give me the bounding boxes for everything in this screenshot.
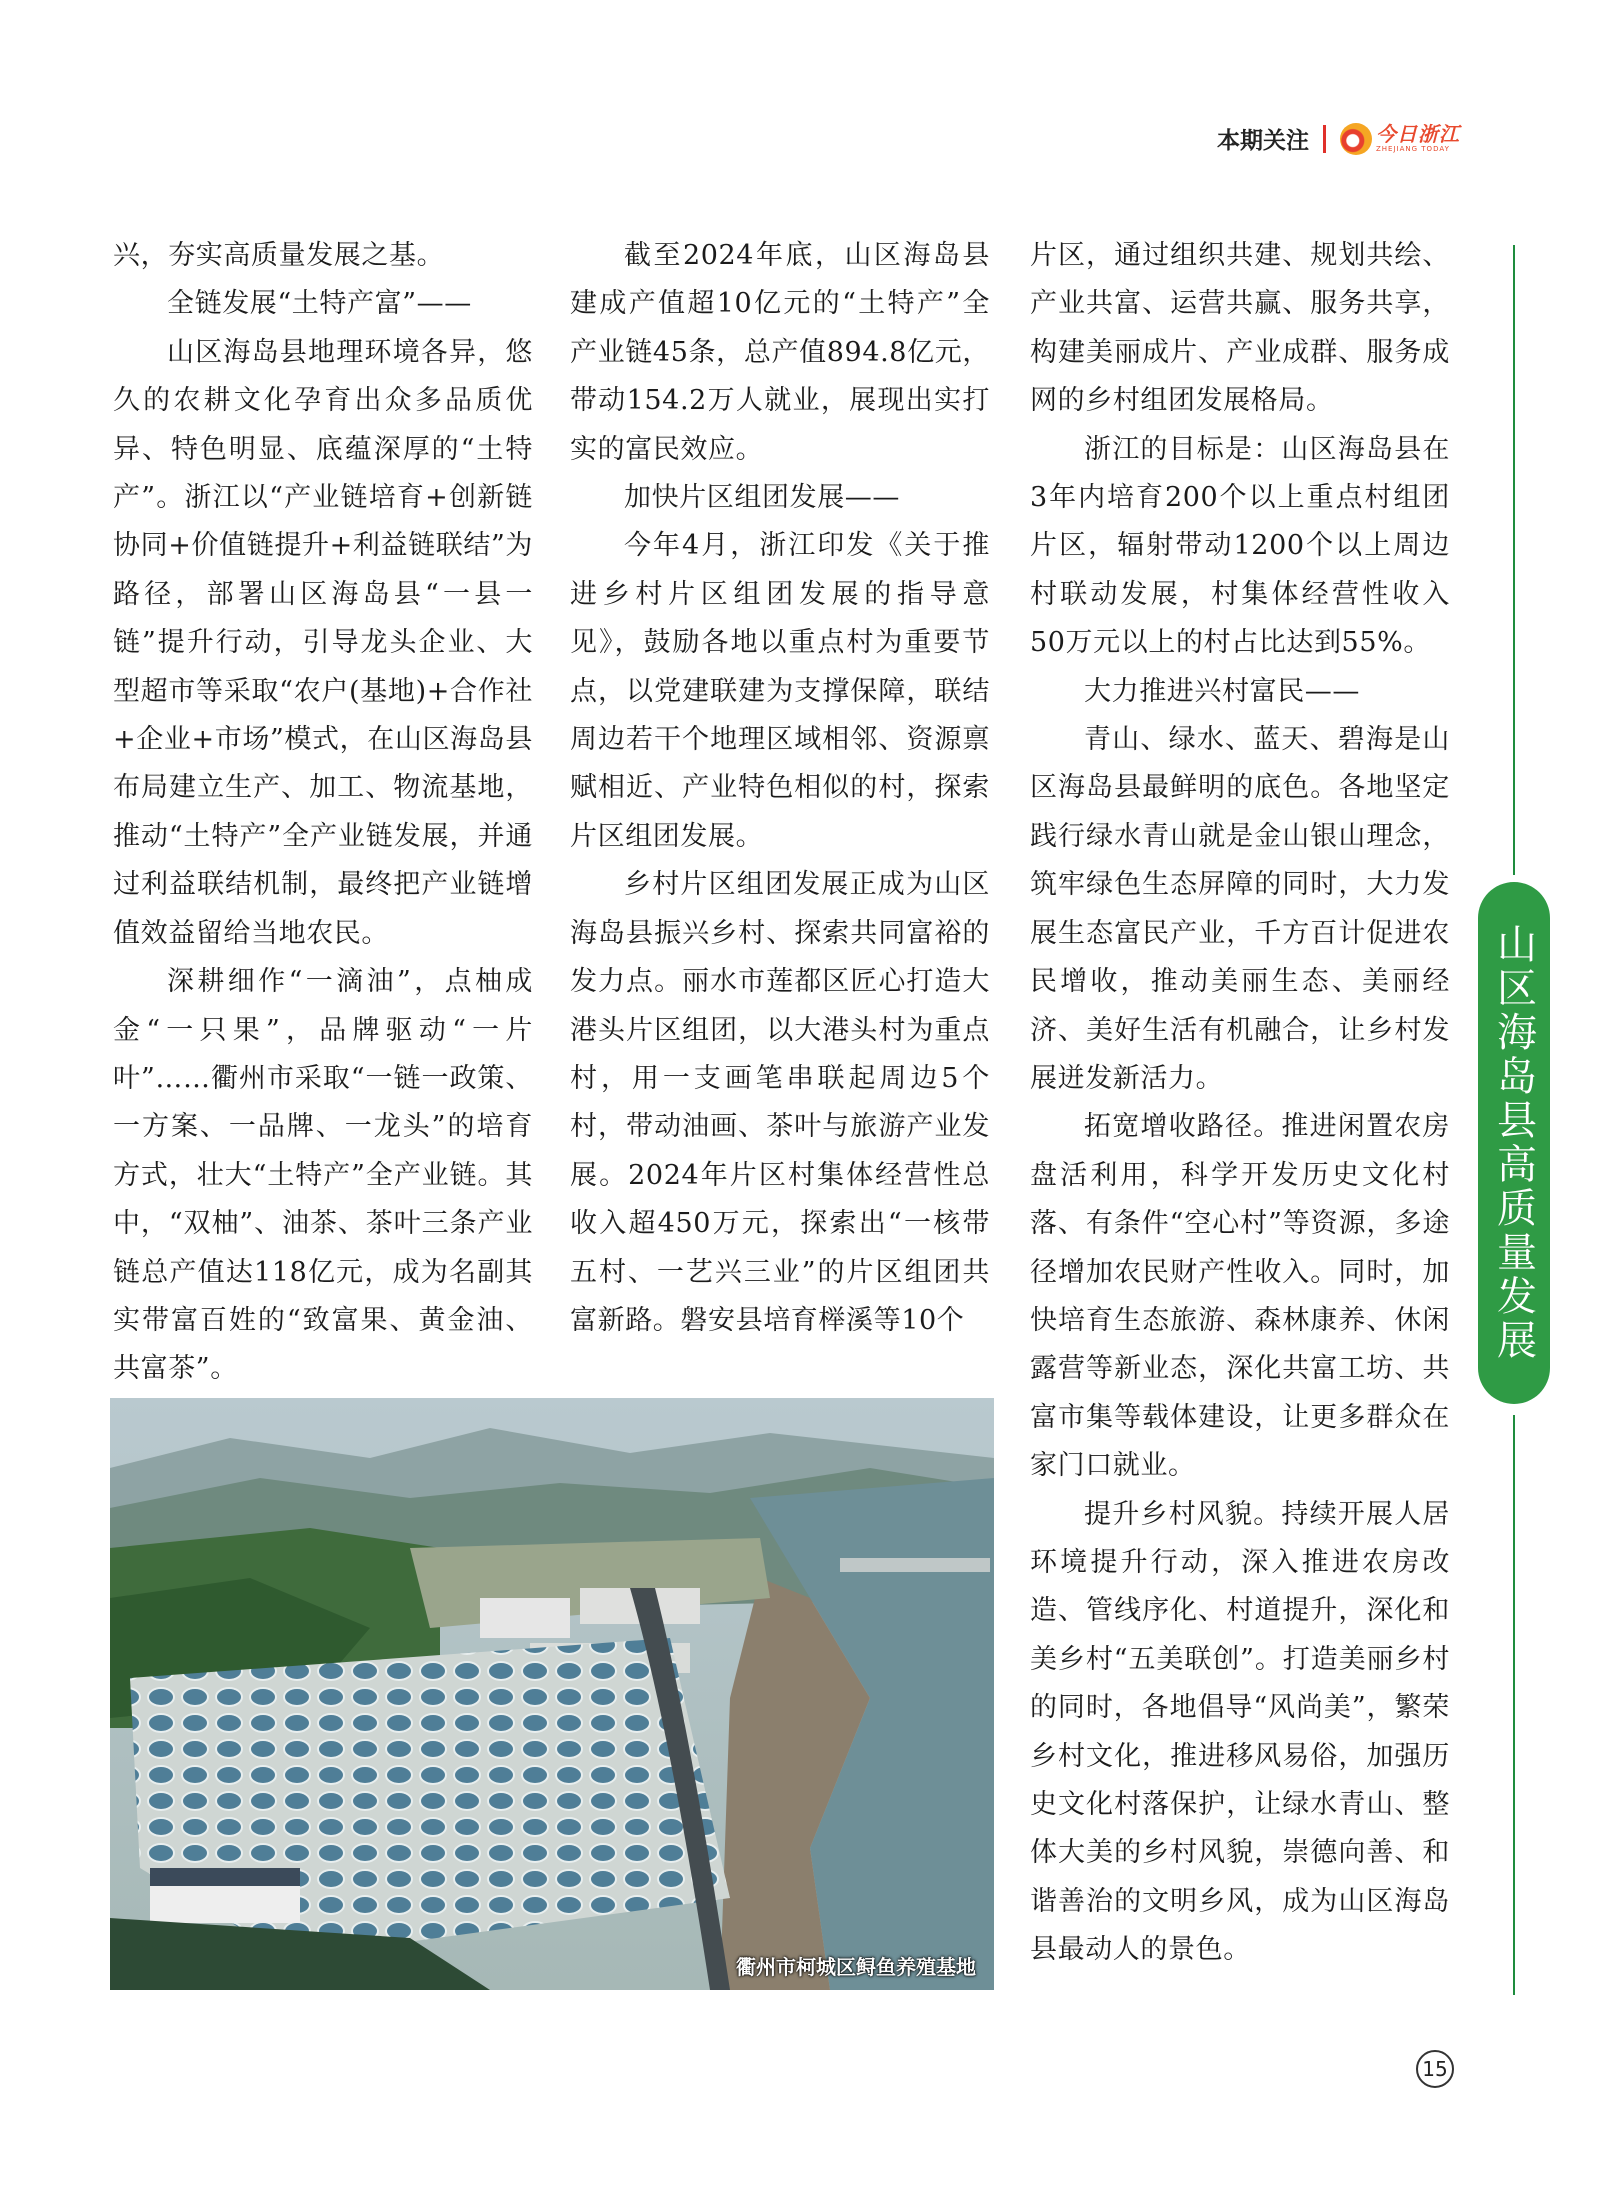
paragraph: 兴，夯实高质量发展之基。 [113,240,445,271]
side-rule [1513,1415,1515,1995]
paragraph: 提升乡村风貌。持续开展人居环境提升行动，深入推进农房改造、管线序化、村道提升，深化和美乡村“五美联创”。打造美丽乡村的同时，各地倡导“风尚美”，繁荣乡村文化，推进移风易俗，加强历史文化村落保护，让绿水青山、整体大美的乡村风貌，崇德向善、和谐善治的文明乡风，成为山区海岛县最动人的景色。 [1030,1498,1450,1966]
subheading: 全链发展“土特产富”—— [167,288,472,320]
page-header [1217,122,1460,155]
side-rule [1513,245,1515,875]
aerial-photo [110,1398,994,1990]
paragraph: 浙江的目标是：山区海岛县在3年内培育200个以上重点村组团片区，辐射带动1200个以上周边村联动发展，村集体经营性收入50万元以上的村占比达到55%。 [1030,433,1450,659]
column-tab [1478,882,1550,1404]
column-tab-title: 山区海岛县高质量发展 [1490,923,1537,1363]
article-column-3 [1030,232,1450,1975]
paragraph: 拓宽增收路径。推进闲置农房盘活利用，科学开发历史文化村落、有条件“空心村”等资源，多途径增加农民财产性收入。同时，加快培育生态旅游、森林康养、休闲露营等新业态，深化共富工坊、共富市集等载体建设，让更多群众在家门口就业。 [1030,1111,1450,1482]
paragraph: 乡村片区组团发展正成为山区海岛县振兴乡村、探索共同富裕的发力点。丽水市莲都区匠心打造大港头片区组团，以大港头村为重点村，用一支画笔串联起周边5个村，带动油画、茶叶与旅游产业发展。2024年片区村集体经营性总收入超450万元，探索出“一核带五村、一艺兴三业”的片区组团共富新路。磐安县培育榉溪等10个 [570,869,990,1336]
subheading: 大力推进兴村富民—— [1084,675,1360,707]
subheading: 加快片区组团发展—— [624,482,900,514]
paragraph: 深耕细作“一滴油”，点柚成金“一只果”，品牌驱动“一片叶”……衢州市采取“一链一政策、一方案、一品牌、一龙头”的培育方式，壮大“土特产”全产业链。其中，“双柚”、油茶、茶叶三条产业链总产值达118亿元，成为名副其实带富百姓的“致富果、黄金油、共富茶”。 [113,966,533,1385]
paragraph: 片区，通过组织共建、规划共绘、产业共富、运营共赢、服务共享，构建美丽成片、产业成群、服务成网的乡村组团发展格局。 [1030,240,1450,417]
section-label: 本期关注 [1217,128,1309,154]
logo-mark-icon [1340,123,1372,155]
page-number: 15 [1416,2050,1454,2088]
paragraph: 今年4月，浙江印发《关于推进乡村片区组团发展的指导意见》，鼓励各地以重点村为重要节点，以党建联建为支撑保障，联结周边若干个地理区域相邻、资源禀赋相近、产业特色相似的村，探索片区组团发展。 [570,530,990,852]
logo-title-cn: 今日浙江 [1376,122,1460,146]
paragraph: 青山、绿水、蓝天、碧海是山区海岛县最鲜明的底色。各地坚定践行绿水青山就是金山银山理念，筑牢绿色生态屏障的同时，大力发展生态富民产业，千方百计促进农民增收，推动美丽生态、美丽经济、美好生活有机融合，让乡村发展迸发新活力。 [1030,724,1450,1094]
photo-caption: 衢州市柯城区鲟鱼养殖基地 [736,1955,976,1979]
header-divider [1323,125,1326,153]
article-column-1 [113,232,533,1394]
magazine-logo [1340,123,1460,155]
article-column-2 [570,232,990,1345]
paragraph: 山区海岛县地理环境各异，悠久的农耕文化孕育出众多品质优异、特色明显、底蕴深厚的“土特产”。浙江以“产业链培育+创新链协同+价值链提升+利益链联结”为路径，部署山区海岛县“一县一链”提升行动，引导龙头企业、大型超市等采取“农户(基地)+合作社+企业+市场”模式，在山区海岛县布局建立生产、加工、物流基地，推动“土特产”全产业链发展，并通过利益联结机制，最终把产业链增值效益留给当地农民。 [113,336,533,949]
aerial-photo-illustration [110,1398,994,1990]
paragraph: 截至2024年底，山区海岛县建成产值超10亿元的“土特产”全产业链45条，总产值894.8亿元，带动154.2万人就业，展现出实打实的富民效应。 [570,240,990,465]
logo-title-en: ZHEJIANG TODAY [1376,145,1450,153]
